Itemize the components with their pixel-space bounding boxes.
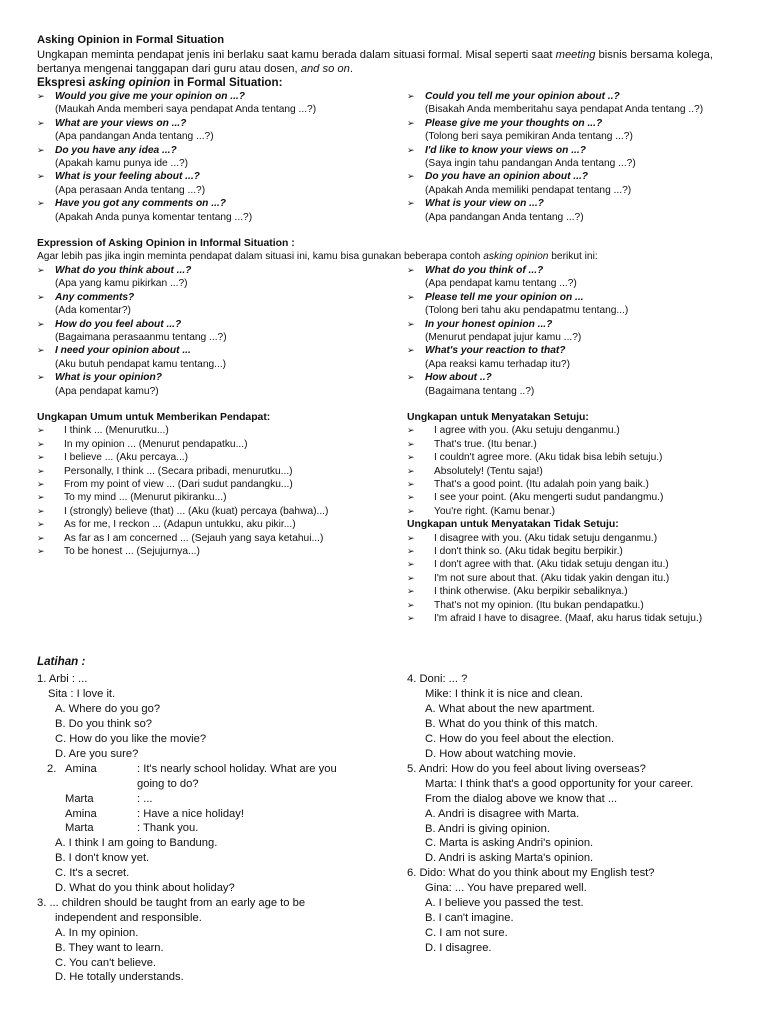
arrow-bullet-icon: ➢ xyxy=(407,599,415,610)
expression-english: How about ..? xyxy=(425,372,492,384)
expression-translation: (Apakah Anda punya komentar tentang ...?) xyxy=(55,211,253,223)
list-item xyxy=(407,532,737,545)
intro-italic-2: and so on xyxy=(300,63,350,75)
arrow-bullet-icon: ➢ xyxy=(407,478,415,489)
q5-line2: Marta: I think that's a good opportunity for your career. xyxy=(425,777,694,790)
latihan-left xyxy=(37,655,407,985)
expression-item xyxy=(37,117,407,144)
arrow-bullet-icon: ➢ xyxy=(407,117,415,128)
speaker-name xyxy=(65,777,137,792)
expression-english: Do you have any idea ...? xyxy=(55,144,177,156)
list-item-text: I couldn't agree more. (Aku tidak bisa lebih setuju.) xyxy=(434,452,663,464)
answer-option: A. Andri is disagree with Marta. xyxy=(425,807,580,820)
q2-options xyxy=(37,836,407,896)
answer-option: B. What do you think of this match. xyxy=(425,718,598,731)
expression-english: I need your opinion about ... xyxy=(55,345,191,357)
agree-heading: Ungkapan untuk Menyatakan Setuju: xyxy=(407,411,589,423)
formal-heading xyxy=(37,76,737,90)
arrow-bullet-icon: ➢ xyxy=(407,559,415,570)
expression-translation: (Tolong beri saya pemikiran Anda tentang ...?) xyxy=(425,131,633,143)
arrow-bullet-icon: ➢ xyxy=(407,171,415,182)
arrow-bullet-icon: ➢ xyxy=(407,452,415,463)
expression-translation: (Apakah Anda memiliki pendapat tentang ...?) xyxy=(425,184,632,196)
expression-item xyxy=(37,371,407,398)
arrow-bullet-icon: ➢ xyxy=(37,519,45,530)
expression-translation: (Apa pendapat kamu tentang ...?) xyxy=(425,278,577,290)
agree-list xyxy=(407,424,737,518)
dialog-line xyxy=(55,762,407,777)
expression-english: Please tell me your opinion on ... xyxy=(425,291,584,303)
expression-item xyxy=(407,170,737,197)
expression-translation: (Tolong beri tahu aku pendapatmu tentang...) xyxy=(425,305,629,317)
list-item-text: That's true. (Itu benar.) xyxy=(434,438,537,450)
expression-body xyxy=(425,264,577,291)
formal-right-list xyxy=(407,90,737,224)
expression-item xyxy=(37,291,407,318)
expression-body xyxy=(55,371,162,398)
speaker-name: Amina xyxy=(65,807,97,820)
arrow-bullet-icon: ➢ xyxy=(37,492,45,503)
expression-translation: (Apa perasaan Anda tentang ...?) xyxy=(55,184,206,196)
expression-english: Could you tell me your opinion about ..? xyxy=(425,91,620,102)
answer-option: D. What do you think about holiday? xyxy=(55,882,235,895)
giving-section xyxy=(37,411,407,626)
expression-body xyxy=(55,117,214,144)
informal-intro xyxy=(37,250,737,263)
expression-body xyxy=(425,90,703,117)
latihan-right xyxy=(407,655,737,985)
list-item xyxy=(37,478,407,491)
intro-text-2: bisnis bersama kolega, bertanya mengenai tanggapan dari guru atau dosen, xyxy=(37,49,713,75)
expression-body xyxy=(425,144,636,171)
list-item xyxy=(37,438,407,451)
answer-option: B. They want to learn. xyxy=(55,941,164,954)
expression-english: What do you think of ...? xyxy=(425,264,544,276)
arrow-bullet-icon: ➢ xyxy=(37,505,45,516)
answer-option: A. I believe you passed the test. xyxy=(425,897,584,910)
dialog-line xyxy=(55,807,407,822)
list-item xyxy=(407,558,737,571)
arrow-bullet-icon: ➢ xyxy=(407,345,415,356)
giving-heading: Ungkapan Umum untuk Memberikan Pendapat: xyxy=(37,411,271,423)
disagree-heading: Ungkapan untuk Menyatakan Tidak Setuju: xyxy=(407,519,619,531)
expression-item xyxy=(37,344,407,371)
list-item-text: I don't agree with that. (Aku tidak setuju dengan itu.) xyxy=(434,559,669,571)
answer-option: B. Do you think so? xyxy=(55,718,153,731)
expression-item xyxy=(407,371,737,398)
arrow-bullet-icon: ➢ xyxy=(407,438,415,449)
expression-translation: (Maukah Anda memberi saya pendapat Anda tentang ...?) xyxy=(55,104,317,116)
q1-line1: 1. Arbi : ... xyxy=(37,673,88,686)
list-item xyxy=(37,424,407,437)
latihan-title: Latihan : xyxy=(37,655,86,669)
expression-translation: (Apa pendapat kamu?) xyxy=(55,385,159,397)
arrow-bullet-icon: ➢ xyxy=(407,465,415,476)
expression-item xyxy=(407,318,737,345)
list-item xyxy=(407,451,737,464)
list-item xyxy=(37,545,407,558)
expression-translation: (Apa reaksi kamu terhadap itu?) xyxy=(425,358,570,370)
arrow-bullet-icon: ➢ xyxy=(37,372,45,383)
list-item-text: That's not my opinion. (Itu bukan pendapatku.) xyxy=(434,599,644,611)
answer-option: A. What about the new apartment. xyxy=(425,703,595,716)
answer-option: B. I don't know yet. xyxy=(55,852,150,865)
arrow-bullet-icon: ➢ xyxy=(407,264,415,275)
expression-body xyxy=(55,264,191,291)
q2-lines xyxy=(55,762,407,837)
q6-options xyxy=(407,896,737,956)
list-item-text: That's a good point. (Itu adalah poin yang baik.) xyxy=(434,478,649,490)
answer-option: C. It's a secret. xyxy=(55,867,130,880)
arrow-bullet-icon: ➢ xyxy=(407,546,415,556)
expression-translation: (Menurut pendapat jujur kamu ...?) xyxy=(425,331,582,343)
informal-intro-post: berikut ini: xyxy=(548,251,598,263)
answer-option: C. Marta is asking Andri's opinion. xyxy=(425,837,594,850)
list-item-text: I don't think so. (Aku tidak begitu berpikir.) xyxy=(434,546,623,557)
dialog-line xyxy=(55,792,407,807)
expression-translation: (Saya ingin tahu pandangan Anda tentang ...?) xyxy=(425,158,636,170)
list-item xyxy=(407,545,737,558)
expression-item xyxy=(37,318,407,345)
expression-english: Would you give me your opinion on ...? xyxy=(55,91,245,102)
arrow-bullet-icon: ➢ xyxy=(407,198,415,209)
answer-option: C. I am not sure. xyxy=(425,926,508,939)
list-item-text: You're right. (Kamu benar.) xyxy=(434,505,556,517)
arrow-bullet-icon: ➢ xyxy=(407,532,415,543)
arrow-bullet-icon: ➢ xyxy=(37,144,45,155)
speaker-text: : ... xyxy=(137,792,153,805)
answer-option: C. How do you like the movie? xyxy=(55,732,207,745)
arrow-bullet-icon: ➢ xyxy=(407,291,415,302)
list-item xyxy=(407,572,737,585)
expression-english: Have you got any comments on ...? xyxy=(55,198,226,210)
speaker-text: : It's nearly school holiday. What are you xyxy=(137,762,337,775)
answer-option: A. Where do you go? xyxy=(55,703,161,716)
expression-translation: (Aku butuh pendapat kamu tentang...) xyxy=(55,358,227,370)
arrow-bullet-icon: ➢ xyxy=(37,91,45,101)
expression-body xyxy=(425,344,570,371)
list-item-text: I disagree with you. (Aku tidak setuju denganmu.) xyxy=(434,532,658,544)
informal-intro-text: Agar lebih pas jika ingin meminta pendapat dalam situasi ini, kamu bisa gunakan beberapa contoh xyxy=(37,251,484,263)
expression-english: How do you feel about ...? xyxy=(55,318,182,330)
arrow-bullet-icon: ➢ xyxy=(407,372,415,383)
list-item-text: I think otherwise. (Aku berpikir sebaliknya.) xyxy=(434,586,628,598)
answer-option: D. How about watching movie. xyxy=(425,747,577,760)
formal-heading-italic: asking opinion xyxy=(88,76,171,89)
expression-english: What's your reaction to that? xyxy=(425,345,566,357)
list-item-text: I agree with you. (Aku setuju denganmu.) xyxy=(434,425,620,437)
q2-number: 2. xyxy=(47,762,57,775)
expression-english: I'd like to know your views on ...? xyxy=(425,144,586,156)
arrow-bullet-icon: ➢ xyxy=(37,478,45,489)
question-1 xyxy=(37,672,407,761)
question-2 xyxy=(37,762,407,896)
formal-left-list xyxy=(37,90,407,224)
q6-line2: Gina: ... You have prepared well. xyxy=(425,882,587,895)
question-5 xyxy=(407,762,737,866)
expression-body xyxy=(55,197,252,224)
expression-body xyxy=(55,170,205,197)
q3-options xyxy=(37,926,407,986)
expression-english: What do you think about ...? xyxy=(55,264,192,276)
expression-item xyxy=(407,264,737,291)
arrow-bullet-icon: ➢ xyxy=(407,572,415,583)
arrow-bullet-icon: ➢ xyxy=(37,291,45,302)
list-item xyxy=(407,465,737,478)
expression-body xyxy=(55,90,316,117)
list-item xyxy=(37,451,407,464)
informal-heading: Expression of Asking Opinion in Informal Situation : xyxy=(37,238,295,250)
list-item-text: I think ... (Menurutku...) xyxy=(64,425,169,437)
list-item xyxy=(407,599,737,612)
arrow-bullet-icon: ➢ xyxy=(407,505,415,516)
question-3 xyxy=(37,896,407,985)
answer-option: B. I can't imagine. xyxy=(425,911,514,924)
answer-option: B. Andri is giving opinion. xyxy=(425,822,551,835)
expression-item xyxy=(407,344,737,371)
expression-english: In your honest opinion ...? xyxy=(425,318,553,330)
agree-section xyxy=(407,411,737,626)
intro-text-1: Ungkapan meminta pendapat jenis ini berlaku saat kamu berada dalam situasi formal. Misal seperti saat xyxy=(37,49,556,61)
arrow-bullet-icon: ➢ xyxy=(37,117,45,128)
arrow-bullet-icon: ➢ xyxy=(37,198,45,209)
list-item-text: Personally, I think ... (Secara pribadi, menurutku...) xyxy=(64,465,293,477)
q1-line2: Sita : I love it. xyxy=(48,688,116,701)
arrow-bullet-icon: ➢ xyxy=(37,546,45,556)
arrow-bullet-icon: ➢ xyxy=(37,532,45,543)
expression-item xyxy=(37,144,407,171)
answer-option: A. In my opinion. xyxy=(55,926,139,939)
list-item xyxy=(407,505,737,518)
intro-text-3: . xyxy=(349,63,353,75)
expression-item xyxy=(407,144,737,171)
expression-item xyxy=(37,264,407,291)
expression-item xyxy=(407,90,737,117)
q4-options xyxy=(407,702,737,762)
question-6 xyxy=(407,866,737,955)
expression-body xyxy=(425,291,628,318)
giving-list xyxy=(37,424,407,558)
expression-english: Any comments? xyxy=(55,291,135,303)
expression-english: What is your feeling about ...? xyxy=(55,171,200,183)
q4-line1: 4. Doni: ... ? xyxy=(407,673,468,686)
arrow-bullet-icon: ➢ xyxy=(407,318,415,329)
expression-translation: (Bagaimana perasaanmu tentang ...?) xyxy=(55,331,227,343)
informal-intro-italic: asking opinion xyxy=(483,251,549,263)
list-item-text: In my opinion ... (Menurut pendapatku...) xyxy=(64,438,248,450)
expression-translation: (Bisakah Anda memberitahu saya pendapat Anda tentang ..?) xyxy=(425,104,704,116)
list-item-text: To be honest ... (Sejujurnya...) xyxy=(64,546,200,557)
q4-line2: Mike: I think it is nice and clean. xyxy=(425,688,583,701)
intro-paragraph xyxy=(37,48,737,76)
list-item-text: I see your point. (Aku mengerti sudut pandangmu.) xyxy=(434,492,664,504)
arrow-bullet-icon: ➢ xyxy=(407,613,415,624)
latihan-section xyxy=(37,655,737,985)
arrow-bullet-icon: ➢ xyxy=(37,465,45,476)
expression-english: What are your views on ...? xyxy=(55,117,187,129)
speaker-text: going to do? xyxy=(137,777,199,790)
list-item-text: To my mind ... (Menurut pikiranku...) xyxy=(64,492,227,504)
expression-item xyxy=(37,197,407,224)
speaker-text: : Thank you. xyxy=(137,822,199,835)
informal-columns xyxy=(37,264,737,398)
arrow-bullet-icon: ➢ xyxy=(407,492,415,503)
list-item xyxy=(407,478,737,491)
expression-translation: (Bagaimana tentang ..?) xyxy=(425,385,535,397)
arrow-bullet-icon: ➢ xyxy=(37,438,45,449)
list-item xyxy=(37,505,407,518)
answer-option: D. He totally understands. xyxy=(55,971,184,984)
arrow-bullet-icon: ➢ xyxy=(37,425,45,436)
intro-italic-1: meeting xyxy=(555,49,596,61)
answer-option: C. You can't believe. xyxy=(55,956,157,969)
list-item-text: As far as I am concerned ... (Sejauh yang saya ketahui...) xyxy=(64,532,324,544)
list-item xyxy=(407,424,737,437)
arrow-bullet-icon: ➢ xyxy=(37,345,45,356)
expression-english: Please give me your thoughts on ...? xyxy=(425,117,603,129)
q5-line3: From the dialog above we know that ... xyxy=(425,792,618,805)
answer-option: D. I disagree. xyxy=(425,941,492,954)
expression-item xyxy=(407,117,737,144)
formal-heading-post: in Formal Situation: xyxy=(170,76,283,89)
expression-body xyxy=(425,371,534,398)
q6-line1: 6. Dido: What do you think about my English test? xyxy=(407,867,655,880)
expression-body xyxy=(425,117,633,144)
expression-english: Do you have an opinion about ...? xyxy=(425,171,588,183)
page-title: Asking Opinion in Formal Situation xyxy=(37,34,225,46)
answer-option: C. How do you feel about the election. xyxy=(425,733,615,746)
speaker-name: Marta xyxy=(65,792,94,805)
list-item xyxy=(37,465,407,478)
list-item xyxy=(407,438,737,451)
dialog-line xyxy=(55,821,407,836)
expressions-columns xyxy=(37,411,737,626)
list-item-text: I believe ... (Aku percaya...) xyxy=(64,452,189,464)
expression-translation: (Apa pandangan Anda tentang ...?) xyxy=(55,131,214,143)
arrow-bullet-icon: ➢ xyxy=(407,425,415,436)
arrow-bullet-icon: ➢ xyxy=(407,144,415,155)
list-item xyxy=(37,491,407,504)
expression-body xyxy=(425,170,631,197)
expression-body xyxy=(55,344,226,371)
expression-translation: (Ada komentar?) xyxy=(55,305,131,317)
speaker-name: Amina xyxy=(65,762,97,775)
expression-item xyxy=(37,170,407,197)
informal-left-list xyxy=(37,264,407,398)
question-4 xyxy=(407,672,737,761)
list-item xyxy=(407,585,737,598)
worksheet-page xyxy=(37,33,737,985)
list-item xyxy=(37,518,407,531)
list-item-text: I'm afraid I have to disagree. (Maaf, aku harus tidak setuju.) xyxy=(434,613,703,625)
list-item xyxy=(407,491,737,504)
q2-dialog xyxy=(37,762,407,837)
q3-line2: independent and responsible. xyxy=(55,911,202,924)
expression-item xyxy=(407,197,737,224)
speaker-name: Marta xyxy=(65,822,94,835)
list-item-text: Absolutely! (Tentu saja!) xyxy=(434,465,543,477)
arrow-bullet-icon: ➢ xyxy=(407,586,415,597)
expression-body xyxy=(55,144,188,171)
q5-line1: 5. Andri: How do you feel about living overseas? xyxy=(407,762,646,775)
speaker-text: : Have a nice holiday! xyxy=(137,807,244,820)
arrow-bullet-icon: ➢ xyxy=(407,91,415,101)
expression-body xyxy=(55,291,134,318)
expression-item xyxy=(407,291,737,318)
answer-option: D. Are you sure? xyxy=(55,747,139,760)
expression-body xyxy=(55,318,227,345)
q1-options xyxy=(37,702,407,762)
arrow-bullet-icon: ➢ xyxy=(37,171,45,182)
answer-option: A. I think I am going to Bandung. xyxy=(55,837,218,850)
expression-translation: (Apa pandangan Anda tentang ...?) xyxy=(425,211,584,223)
list-item xyxy=(407,612,737,625)
dialog-line xyxy=(55,777,407,792)
arrow-bullet-icon: ➢ xyxy=(37,452,45,463)
answer-option: D. Andri is asking Marta's opinion. xyxy=(425,852,594,865)
informal-right-list xyxy=(407,264,737,398)
q5-options xyxy=(407,807,737,867)
q3-line1: 3. ... children should be taught from an early age to be xyxy=(37,896,306,909)
expression-body xyxy=(425,197,584,224)
list-item-text: I (strongly) believe (that) ... (Aku (kuat) percaya (bahwa)...) xyxy=(64,505,329,517)
disagree-list xyxy=(407,532,737,626)
arrow-bullet-icon: ➢ xyxy=(37,264,45,275)
list-item xyxy=(37,532,407,545)
formal-columns xyxy=(37,90,737,224)
list-item-text: From my point of view ... (Dari sudut pandangku...) xyxy=(64,478,293,490)
expression-english: What is your opinion? xyxy=(55,372,162,384)
list-item-text: As for me, I reckon ... (Adapun untukku, aku pikir...) xyxy=(64,519,296,531)
expression-translation: (Apakah kamu punya ide ...?) xyxy=(55,158,189,170)
expression-item xyxy=(37,90,407,117)
formal-heading-pre: Ekspresi xyxy=(37,76,89,89)
arrow-bullet-icon: ➢ xyxy=(37,318,45,329)
expression-translation: (Apa yang kamu pikirkan ...?) xyxy=(55,278,188,290)
expression-english: What is your view on ...? xyxy=(425,198,544,210)
expression-body xyxy=(425,318,581,345)
list-item-text: I'm not sure about that. (Aku tidak yakin dengan itu.) xyxy=(434,572,670,584)
